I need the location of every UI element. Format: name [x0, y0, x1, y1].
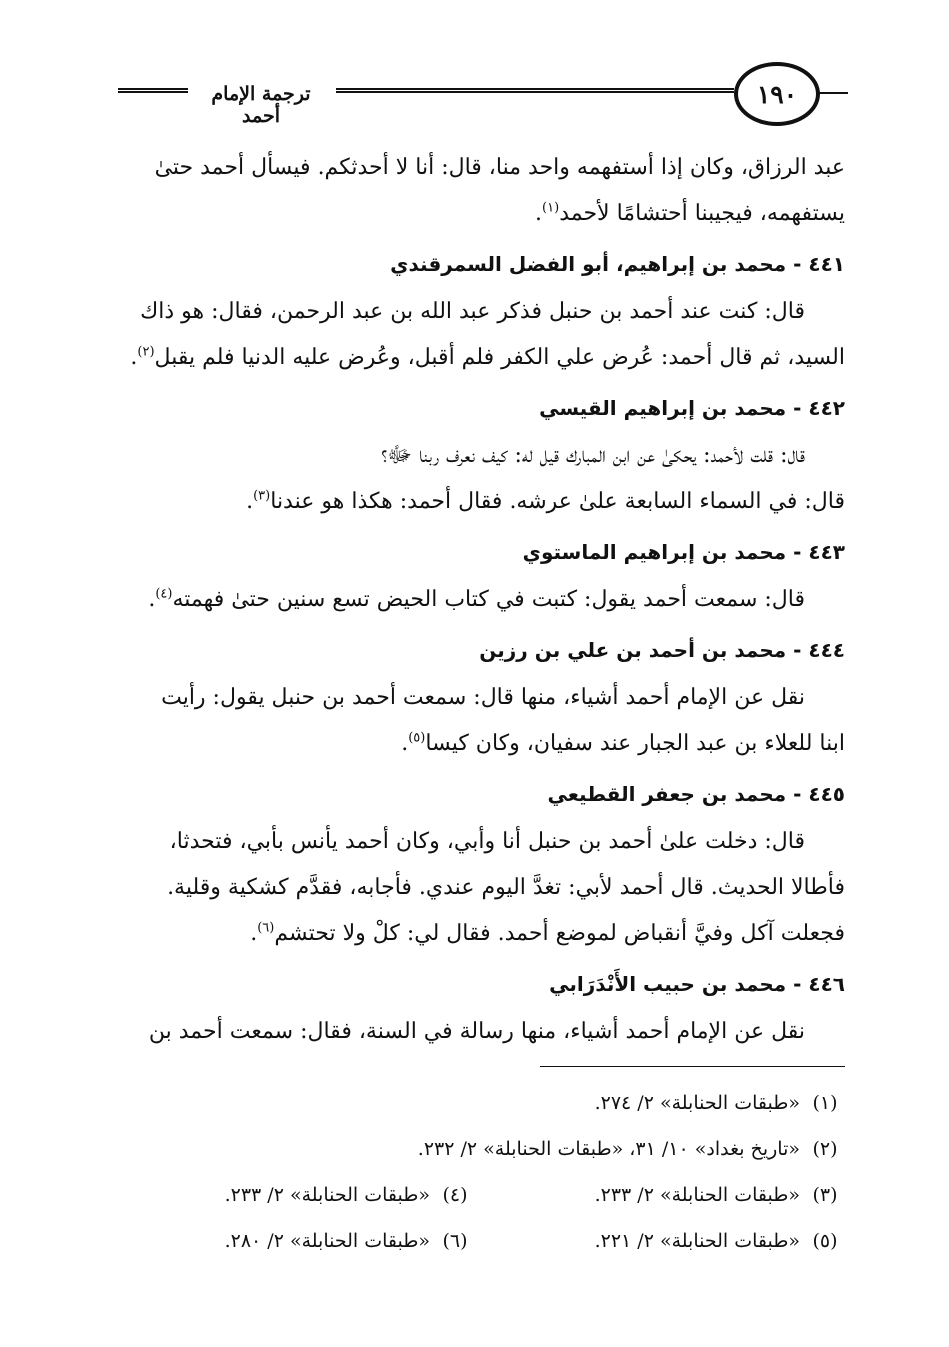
entry-paragraph: قال: سمعت أحمد يقول: كتبت في كتاب الحيض تسع سنين حتىٰ فهمته$^{(٤)}$. — [148, 586, 805, 612]
footnote-number: (٣) — [812, 1184, 838, 1206]
footnote-separator — [540, 1066, 845, 1067]
footnote-2 — [110, 1126, 850, 1172]
header-rule-middle — [336, 88, 734, 93]
entry-paragraph: قال: كنت عند أحمد بن حنبل فذكر عبد الله بن عبد الرحمن، فقال: هو ذاك السيد، ثم قال أحمد: عُرض علي الكفر فلم أقبل، وعُرض عليه الدنيا فلم يقبل$^{(٢)}$. — [130, 299, 845, 370]
page-number-badge — [734, 62, 820, 126]
footnote-row — [110, 1218, 850, 1264]
intro-line: يستفهمه، فيجيبنا أحتشامًا لأحمد — [559, 201, 845, 226]
footnote-text: «طبقات الحنابلة» ٢/ ٢٣٣. — [224, 1184, 430, 1206]
entry-paragraph — [110, 1009, 845, 1055]
entry-line: نقل عن الإمام أحمد أشياء، منها رسالة في السنة، فقال: سمعت أحمد بن — [148, 1019, 805, 1044]
footnote-number: (٥) — [812, 1230, 838, 1252]
footnote-row — [110, 1172, 850, 1218]
footnote-1 — [110, 1080, 850, 1126]
footnote-text: «طبقات الحنابلة» ٢/ ٢٣٣. — [594, 1184, 800, 1206]
footnote-number: (٢) — [812, 1138, 838, 1160]
footnote-row — [110, 1080, 850, 1126]
footnotes — [110, 1080, 850, 1264]
footnote-ref[interactable]: (٥) — [408, 730, 426, 746]
entry-line: نقل عن الإمام أحمد أشياء، منها قال: سمعت أحمد بن حنبل يقول: رأيت — [161, 685, 805, 710]
footnote-number: (٦) — [442, 1230, 468, 1252]
footnote-3 — [480, 1172, 850, 1218]
entry-paragraph: نقل عن الإمام أحمد أشياء، منها قال: سمعت أحمد بن حنبل يقول: رأيت ابنا للعلاء بن عبد الجبار عند سفيان، وكان كيسا$^{(٥)}$. — [161, 685, 845, 756]
footnote-number: (٤) — [442, 1184, 468, 1206]
entry-heading: ٤٤٦ - محمد بن حبيب الأَنْدَرَابي — [549, 972, 845, 996]
footnote-4 — [110, 1172, 480, 1218]
footnote-text: «تاريخ بغداد» ١٠/ ٣١، «طبقات الحنابلة» ٢/ ٢٣٢. — [417, 1138, 800, 1160]
footnote-text: «طبقات الحنابلة» ٢/ ٢٢١. — [594, 1230, 800, 1252]
footnote-ref[interactable]: (١) — [542, 200, 560, 216]
entry-heading: ٤٤٥ - محمد بن جعفر القطيعي — [547, 782, 845, 806]
header-rule-right — [818, 92, 848, 94]
footnote-6 — [110, 1218, 480, 1264]
entry-line: فجعلت آكل وفيَّ أنقباض لموضع أحمد. فقال لي: كلْ ولا تحتشم — [274, 921, 845, 946]
footnote-text: «طبقات الحنابلة» ٢/ ٢٧٤. — [594, 1092, 800, 1114]
main-text — [110, 145, 845, 1055]
entry-paragraph: قال: قلت لأحمد: يحكىٰ عن ابن المبارك قيل له: كيف نعرف ربنا ﷻ؟ قال: في السماء السابعة علىٰ عرشه. فقال أحمد: هكذا هو عندنا$^{(٣)}$. — [246, 443, 845, 514]
entry-heading: ٤٤٣ - محمد بن إبراهيم الماستوي — [522, 540, 845, 564]
entry-line: السيد، ثم قال أحمد: عُرض علي الكفر فلم أقبل، وعُرض عليه الدنيا فلم يقبل — [154, 345, 845, 370]
footnote-text: «طبقات الحنابلة» ٢/ ٢٨٠. — [224, 1230, 430, 1252]
entry-line: قال: دخلت علىٰ أحمد بن حنبل أنا وأبي، وكان أحمد يأنس بأبي، فتحدثا، — [169, 829, 805, 854]
footnote-5 — [480, 1218, 850, 1264]
entry-line: ابنا للعلاء بن عبد الجبار عند سفيان، وكان كيسا — [425, 731, 845, 756]
intro-line: عبد الرزاق، وكان إذا أستفهمه واحد منا، قال: أنا لا أحدثكم. فيسأل أحمد حتىٰ — [154, 155, 845, 180]
footnote-ref[interactable]: (٤) — [155, 586, 173, 602]
entry-heading: ٤٤١ - محمد بن إبراهيم، أبو الفضل السمرقندي — [390, 252, 845, 276]
entry-heading: ٤٤٤ - محمد بن أحمد بن علي بن رزين — [479, 638, 845, 662]
entry-heading: ٤٤٢ - محمد بن إبراهيم القيسي — [539, 396, 845, 420]
entry-line: قال: كنت عند أحمد بن حنبل فذكر عبد الله بن عبد الرحمن، فقال: هو ذاك — [140, 299, 805, 324]
footnote-row — [110, 1126, 850, 1172]
entry-line: قال: قلت لأحمد: يحكىٰ عن ابن المبارك قيل له: كيف نعرف ربنا ﷻ؟ — [381, 443, 805, 468]
entry-line: فأطالا الحديث. قال أحمد لأبي: تغدَّ اليوم عندي. فأجابه، فقدَّم كشكية وقلية. — [167, 875, 845, 900]
footnote-ref[interactable]: (٢) — [137, 344, 155, 360]
page-number: ١٩٠ — [756, 79, 798, 109]
entry-paragraph: قال: دخلت علىٰ أحمد بن حنبل أنا وأبي، وكان أحمد يأنس بأبي، فتحدثا، فأطالا الحديث. قال أحمد لأبي: تغدَّ اليوم عندي. فأجابه، فقدَّم كشكية وقلية. فجعلت آكل وفيَّ أنقباض لموضع أحمد. فقال لي: كلْ ولا تحتشم$^{(٦)}$. — [167, 829, 845, 946]
entry-line: قال: سمعت أحمد يقول: كتبت في كتاب الحيض تسع سنين حتىٰ فهمته — [172, 587, 805, 612]
footnote-ref[interactable]: (٦) — [257, 920, 275, 936]
footnote-number: (١) — [812, 1092, 838, 1114]
running-title: ترجمة الإمام أحمد — [190, 83, 332, 127]
entry-line: قال: في السماء السابعة علىٰ عرشه. فقال أحمد: هكذا هو عندنا — [270, 489, 845, 514]
header-rule-left — [118, 88, 188, 93]
intro-paragraph: عبد الرزاق، وكان إذا أستفهمه واحد منا، قال: أنا لا أحدثكم. فيسأل أحمد حتىٰ يستفهمه، فيجيبنا أحتشامًا لأحمد$^{(١)}$. — [154, 155, 845, 226]
footnote-ref[interactable]: (٣) — [253, 488, 271, 504]
